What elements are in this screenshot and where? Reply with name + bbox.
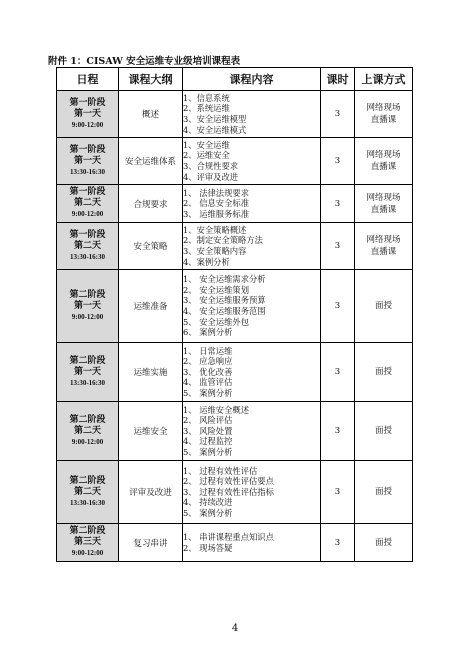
course-content-item: 2、 安全运维策划: [183, 284, 249, 295]
course-content-item: 3、 过程有效性评估指标: [183, 486, 274, 497]
schedule-day: 第一天: [73, 108, 101, 119]
teaching-method: [355, 185, 413, 223]
course-content-item: 2、制定安全策略方法: [183, 235, 263, 246]
teaching-method-line: 直播课: [370, 115, 397, 125]
header-hours: 课时: [321, 68, 355, 91]
course-content: [183, 461, 321, 524]
course-content-item: 1、安全运维: [183, 139, 230, 150]
schedule-day: 第二天: [73, 198, 101, 208]
table-row: [57, 91, 413, 138]
schedule-date-cell: [57, 185, 119, 223]
schedule-stage: 第一阶段: [69, 97, 106, 108]
course-outline: 概述: [119, 91, 183, 138]
course-hours: 3: [321, 343, 355, 402]
schedule-stage: 第一阶段: [69, 229, 106, 240]
schedule-date-cell: [57, 138, 119, 185]
teaching-method-line: 面授: [374, 537, 392, 548]
course-content-item: 6、 案例分析: [183, 327, 233, 338]
table-caption: 附件 1：CISAW 安全运维专业级培训课程表: [48, 56, 241, 67]
schedule-day: 第一天: [73, 155, 101, 166]
schedule-stage: 第二阶段: [69, 355, 106, 366]
schedule-time: 9:00-12:00: [71, 437, 104, 446]
teaching-method: [355, 138, 413, 185]
course-outline: 运维准备: [119, 270, 183, 343]
course-content-item: 3、 安全运维服务预算: [183, 295, 266, 306]
course-content-item: 2、 现场答疑: [183, 542, 233, 553]
schedule-date-cell: [57, 524, 119, 562]
page-number: 4: [231, 623, 239, 634]
course-hours: 3: [321, 91, 355, 138]
schedule-date-cell: [57, 402, 119, 461]
teaching-method: [355, 270, 413, 343]
teaching-method-line: 网络现场: [366, 150, 401, 160]
course-content-item: 1、信息系统: [183, 92, 230, 103]
course-schedule-table: [56, 67, 413, 562]
teaching-method-line: 面授: [374, 301, 392, 311]
schedule-time: 13:30-16:30: [70, 167, 105, 176]
course-outline: 安全运维体系: [119, 138, 183, 185]
teaching-method-line: 网络现场: [366, 235, 401, 245]
course-content-item: 4、评审及改进: [183, 171, 239, 182]
course-hours: 3: [321, 524, 355, 562]
schedule-date-cell: [57, 270, 119, 343]
schedule-time: 9:00-12:00: [71, 120, 104, 129]
course-content-item: 4、 过程监控: [183, 436, 233, 447]
schedule-day: 第二天: [73, 240, 101, 251]
schedule-time: 9:00-12:00: [71, 210, 104, 218]
teaching-method: [355, 524, 413, 562]
course-content: [183, 223, 321, 270]
course-content-item: 4、 持续改进: [183, 497, 233, 508]
course-content: [183, 185, 321, 223]
course-content-item: 4、案例分析: [183, 256, 230, 267]
table-row: [57, 461, 413, 524]
course-hours: 3: [321, 223, 355, 270]
table-row: [57, 270, 413, 343]
course-hours: 3: [321, 461, 355, 524]
course-content-item: 2、 信息安全标准: [183, 198, 249, 209]
schedule-time: 13:30-16:30: [70, 498, 105, 507]
schedule-stage: 第一阶段: [69, 187, 106, 197]
teaching-method-line: 面授: [374, 367, 392, 377]
course-content-item: 3、 优化改善: [183, 366, 233, 377]
teaching-method-line: 直播课: [370, 204, 397, 215]
course-content-item: 5、 案例分析: [183, 507, 233, 518]
course-outline: 运维实施: [119, 343, 183, 402]
schedule-time: 9:00-12:00: [71, 549, 104, 557]
schedule-stage: 第一阶段: [69, 144, 106, 155]
course-content-item: 2、 风险评估: [183, 415, 233, 426]
schedule-stage: 第二阶段: [69, 475, 106, 486]
course-content-item: 3、安全运维模型: [183, 114, 247, 124]
course-content-item: 2、运维安全: [183, 150, 230, 161]
teaching-method-line: 网络现场: [366, 103, 401, 113]
schedule-date-cell: [57, 461, 119, 524]
course-hours: 3: [321, 270, 355, 343]
table-row: [57, 524, 413, 562]
course-content-item: 3、合规性要求: [183, 161, 239, 171]
header-outline: 课程大纲: [119, 68, 183, 91]
course-content: [183, 270, 321, 343]
teaching-method: [355, 91, 413, 138]
course-content-item: 4、安全运维模式: [183, 124, 247, 135]
course-content: [183, 402, 321, 461]
table-row: [57, 402, 413, 461]
header-date: 日程: [57, 68, 119, 91]
header-content: 课程内容: [183, 68, 321, 91]
course-outline: 评审及改进: [119, 461, 183, 524]
schedule-date-cell: [57, 343, 119, 402]
course-content-item: 4、 安全运维服务范围: [183, 306, 266, 316]
table-row: [57, 343, 413, 402]
teaching-method: [355, 343, 413, 402]
schedule-stage: 第二阶段: [69, 289, 106, 300]
schedule-time: 9:00-12:00: [71, 312, 104, 321]
course-content: [183, 91, 321, 138]
teaching-method-line: 直播课: [370, 162, 397, 172]
course-content-item: 1、 过程有效性评估: [183, 465, 258, 476]
course-content-item: 2、 应急响应: [183, 356, 233, 367]
course-content-item: 3、 风险处置: [183, 425, 233, 436]
course-hours: 3: [321, 138, 355, 185]
schedule-date-cell: [57, 223, 119, 270]
course-hours: 3: [321, 185, 355, 223]
course-content-item: 1、安全策略概述: [183, 224, 247, 235]
course-content-item: 4、 监管评估: [183, 377, 233, 388]
schedule-stage: 第二阶段: [69, 414, 106, 425]
course-outline: 复习串讲: [119, 524, 183, 562]
schedule-day: 第二天: [73, 486, 101, 497]
course-content: [183, 343, 321, 402]
schedule-stage: 第二阶段: [69, 526, 106, 536]
course-hours: 3: [321, 402, 355, 461]
schedule-day: 第三天: [73, 537, 101, 547]
course-content-item: 3、 运维服务标准: [183, 208, 249, 219]
teaching-method-line: 面授: [374, 487, 392, 497]
course-content-item: 1、 法律法规要求: [183, 187, 249, 198]
teaching-method-line: 网络现场: [366, 192, 401, 203]
teaching-method: [355, 461, 413, 524]
teaching-method: [355, 223, 413, 270]
teaching-method: [355, 402, 413, 461]
course-content-item: 1、 运维安全概述: [183, 404, 249, 415]
course-outline: 安全策略: [119, 223, 183, 270]
schedule-date-cell: [57, 91, 119, 138]
course-content-item: 1、 串讲课程重点知识点: [183, 531, 274, 542]
teaching-method-line: 直播课: [370, 247, 397, 257]
schedule-day: 第二天: [73, 425, 101, 436]
table-header-row: [57, 68, 413, 91]
header-method: 上课方式: [355, 68, 413, 91]
course-outline: 合规要求: [119, 185, 183, 223]
schedule-day: 第一天: [73, 366, 101, 377]
course-content-item: 1、 日常运维: [183, 345, 233, 356]
course-content-item: 3、安全策略内容: [183, 246, 247, 256]
course-content-item: 2、 过程有效性评估要点: [183, 476, 274, 487]
course-content-item: 5、 案例分析: [183, 387, 233, 398]
schedule-time: 13:30-16:30: [70, 378, 105, 387]
table-row: [57, 223, 413, 270]
course-content: [183, 524, 321, 562]
course-content-item: 5、 安全运维外包: [183, 316, 249, 327]
schedule-day: 第一天: [73, 300, 101, 311]
course-content-item: 5、 案例分析: [183, 446, 233, 457]
schedule-time: 13:30-16:30: [70, 252, 105, 261]
table-row: [57, 138, 413, 185]
table-row: [57, 185, 413, 223]
course-outline: 运维安全: [119, 402, 183, 461]
teaching-method-line: 面授: [374, 426, 392, 436]
course-content-item: 1、 安全运维需求分析: [183, 274, 266, 285]
course-content: [183, 138, 321, 185]
course-content-item: 2、系统运维: [183, 103, 230, 114]
